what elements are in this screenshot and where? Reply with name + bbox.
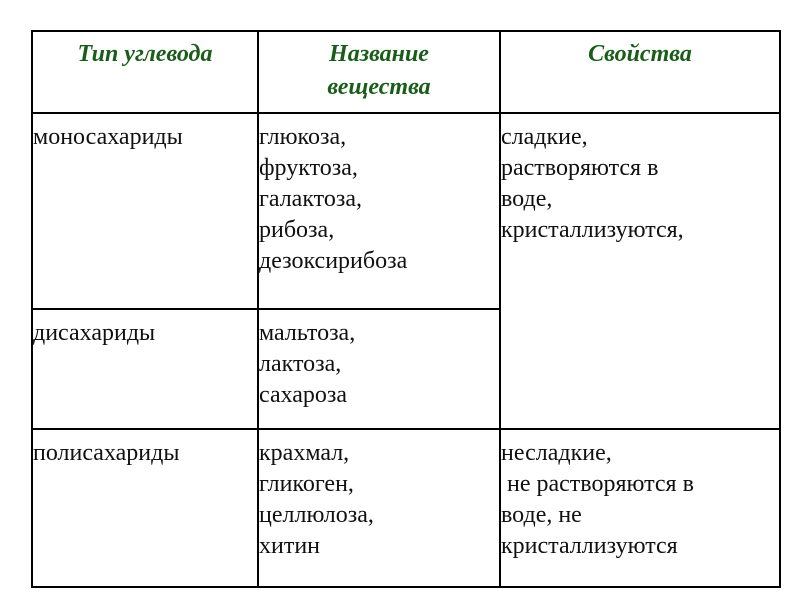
names-cell [258, 429, 500, 587]
property-line: воде, не [501, 502, 582, 528]
property-line: растворяются в [501, 155, 659, 181]
names-cell [258, 309, 500, 429]
header-properties: Свойства [500, 31, 780, 113]
substance-name: гликоген, [259, 471, 354, 497]
header-type: Тип углевода [32, 31, 258, 113]
table-row [32, 113, 780, 309]
header-row [32, 31, 780, 113]
substance-name: дезоксирибоза [259, 248, 408, 274]
property-line: кристаллизуются [501, 533, 678, 559]
substance-name: целлюлоза, [259, 502, 374, 528]
property-line: воде, [501, 186, 553, 212]
type-cell: полисахариды [32, 429, 258, 587]
properties-cell [500, 113, 780, 429]
header-name-line1: Название [329, 41, 429, 67]
substance-name: рибоза, [259, 217, 335, 243]
header-name [258, 31, 500, 113]
substance-name: хитин [259, 533, 321, 559]
names-cell [258, 113, 500, 309]
substance-name: фруктоза, [259, 155, 358, 181]
type-cell: дисахариды [32, 309, 258, 429]
substance-name: крахмал, [259, 440, 350, 466]
property-line: не растворяются в [501, 471, 694, 497]
table-row [32, 429, 780, 587]
substance-name: сахароза [259, 382, 348, 408]
header-name-line2: вещества [327, 74, 431, 100]
substance-name: глюкоза, [259, 124, 347, 150]
property-line: несладкие, [501, 440, 612, 466]
property-line: сладкие, [501, 124, 588, 150]
substance-name: мальтоза, [259, 320, 356, 346]
type-cell: моносахариды [32, 113, 258, 309]
carbohydrates-table [31, 30, 781, 588]
property-line: кристаллизуются, [501, 217, 684, 243]
substance-name: галактоза, [259, 186, 362, 212]
substance-name: лактоза, [259, 351, 342, 377]
properties-cell [500, 429, 780, 587]
